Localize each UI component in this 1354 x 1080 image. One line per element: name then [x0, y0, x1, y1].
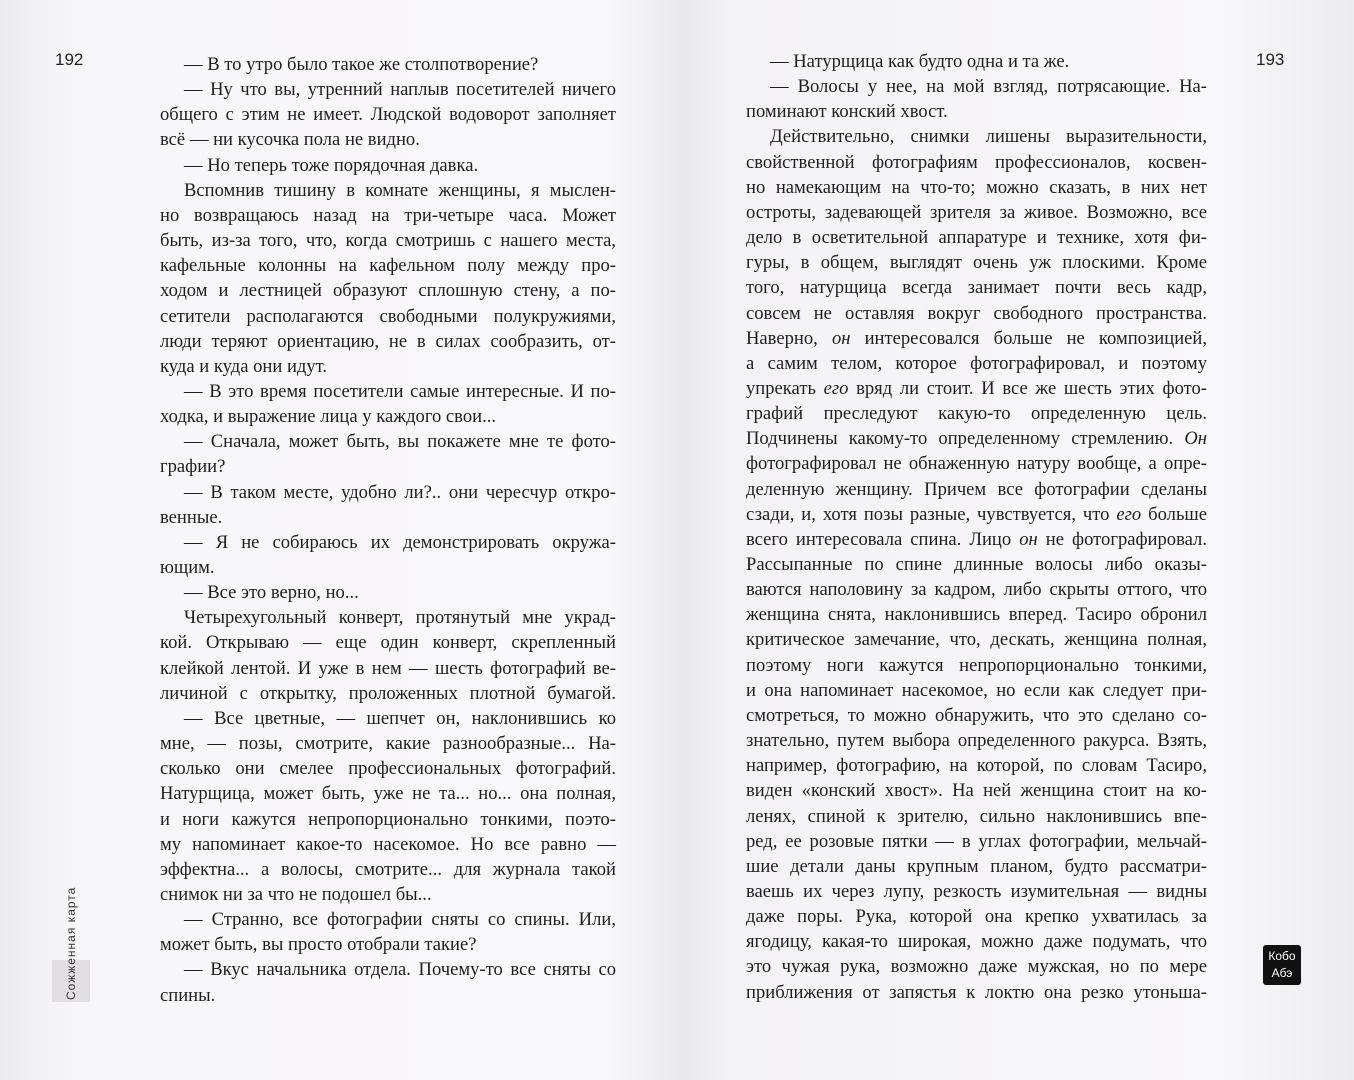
text-line: [746, 728, 1207, 753]
text-line: [746, 74, 1207, 99]
text-segment: ходка, и выражение лица у каждого свои...: [160, 406, 497, 428]
text-line: [746, 753, 1207, 778]
text-line: [160, 932, 616, 957]
text-segment: — Все цветные, — шепчет он, наклонившись ко: [184, 707, 616, 729]
text-segment: Подчинены какому-то определенному стремлению.: [746, 428, 1185, 450]
text-line: [160, 857, 616, 882]
text-line: [160, 379, 616, 404]
text-line: [746, 451, 1207, 476]
text-line: [746, 200, 1207, 225]
text-line: [160, 580, 616, 605]
text-line: [746, 854, 1207, 879]
text-line: [160, 203, 616, 228]
text-line: [160, 454, 616, 479]
text-segment: личиной с открытку, проложенных плотной бумагой.: [160, 682, 616, 704]
text-segment: куда и куда они идут.: [160, 355, 328, 377]
text-segment: — Вкус начальника отдела. Почему-то все сняты со: [184, 959, 616, 981]
text-line: [746, 351, 1207, 376]
text-segment: интересовался больше не композицией,: [850, 327, 1208, 349]
text-line: [746, 124, 1207, 149]
text-segment: сетители располагаются свободными полукружиями,: [160, 305, 616, 327]
text-segment: ред, ее розовые пятки — в углах фотографии, мельчай-: [746, 830, 1207, 852]
text-segment: ваешь их через лупу, резкость изумительная — видны: [746, 880, 1207, 902]
text-segment: упрекать: [746, 377, 824, 399]
text-segment: общего с этим не имеет. Людской водоворот заполняет: [160, 104, 616, 126]
text-segment: графии?: [160, 456, 226, 478]
text-line: [746, 602, 1207, 627]
text-segment: Вспомнив тишину в комнате женщины, я мыслен-: [184, 179, 616, 201]
text-segment: фотографировал не обнаженную натуру вообще, а опре-: [746, 453, 1207, 475]
text-line: [746, 49, 1207, 74]
text-segment: — Натурщица как будто одна и та же.: [770, 51, 1070, 72]
text-segment: — В это время посетители самые интересные. И по-: [184, 380, 616, 402]
text-segment: не фотографировал.: [1037, 528, 1207, 550]
text-segment: шие детали даны крупным планом, будто рассматри-: [746, 855, 1207, 877]
text-line: [746, 703, 1207, 728]
text-line: [746, 99, 1207, 124]
text-segment: — Но теперь тоже порядочная давка.: [184, 154, 479, 176]
text-line: [160, 228, 616, 253]
page-number-right: 193: [1256, 50, 1285, 69]
text-segment: — В то утро было такое же столпотворение?: [184, 54, 539, 75]
text-line: [746, 653, 1207, 678]
author-logo: [1263, 945, 1301, 985]
text-segment: — Сначала, может быть, вы покажете мне те фото-: [184, 431, 616, 453]
text-line: [160, 127, 616, 152]
text-line: [746, 401, 1207, 426]
text-line: [160, 983, 616, 1008]
text-line: [746, 376, 1207, 401]
text-line: [746, 577, 1207, 602]
text-segment: виден «конский хвост». На ней женщина стоит на ко-: [746, 780, 1207, 802]
text-segment: гуры, в общем, выглядят очень уж плоскими. Кроме: [746, 252, 1207, 274]
text-line: [160, 882, 616, 907]
text-line: [160, 781, 616, 806]
text-segment: а самим телом, которое фотографировал, и поэтому: [746, 352, 1207, 374]
text-line: [746, 778, 1207, 803]
text-segment: того, натурщица всегда занимает почти весь кадр,: [746, 277, 1207, 299]
text-line: [746, 879, 1207, 904]
page-number-left: 192: [55, 50, 84, 69]
text-segment: — Странно, все фотографии сняты со спины. Или,: [184, 909, 616, 931]
text-line: [746, 904, 1207, 929]
text-segment: снимок ни за что не подошел бы...: [160, 883, 432, 905]
text-line: [746, 527, 1207, 552]
text-line: [160, 404, 616, 429]
text-segment: и ноги кажутся непропорционально тонкими, поэто-: [160, 808, 616, 830]
text-line: [160, 656, 616, 681]
text-segment: но намекающим на что-то; можно сказать, в них нет: [746, 176, 1207, 198]
text-segment: это чужая рука, возможно даже мужская, но по мере: [746, 956, 1207, 978]
text-line: [746, 301, 1207, 326]
text-segment: всего интересовала спина. Лицо: [746, 528, 1020, 550]
logo-mark: Кобо Абэ: [1268, 949, 1296, 980]
text-segment: люди теряют ориентацию, не в силах сообразить, от-: [160, 330, 616, 352]
text-segment: быть, из-за того, что, когда смотришь с нашего места,: [160, 230, 616, 252]
text-segment: — Волосы у нее, на мой взгляд, потрясающие. На-: [770, 76, 1207, 98]
italic-text: он: [831, 327, 851, 349]
text-line: [746, 804, 1207, 829]
text-segment: и она напоминает насекомое, но если как следует при-: [746, 679, 1207, 701]
text-segment: остроты, задевающей зрителя за живое. Возможно, все: [746, 201, 1207, 223]
text-segment: Наверно,: [746, 327, 832, 349]
text-line: [746, 829, 1207, 854]
text-line: [160, 605, 616, 630]
text-segment: клейкой лентой. И уже в нем — шесть фотографий ве-: [160, 657, 616, 679]
text-segment: знательно, путем выбора определенного ракурса. Взять,: [746, 730, 1207, 752]
text-segment: приближения от запястья к локтю она резко утоньша-: [746, 981, 1207, 1003]
text-segment: может быть, вы просто отобрали такие?: [160, 934, 477, 956]
text-line: [160, 153, 616, 178]
text-line: [746, 627, 1207, 652]
italic-text: Он: [1184, 428, 1207, 450]
text-segment: женщина снята, наклонившись вперед. Тасиро обронил: [746, 604, 1207, 626]
text-segment: венные.: [160, 506, 223, 528]
text-segment: кой. Открываю — еще один конверт, скрепленный: [160, 632, 616, 654]
text-line: [746, 225, 1207, 250]
text-segment: Натурщица, может быть, уже не та... но... она полная,: [160, 783, 616, 805]
text-line: [160, 52, 616, 77]
text-segment: смотреться, то можно обнаружить, что это сделано со-: [746, 704, 1207, 726]
text-line: [160, 304, 616, 329]
text-line: [160, 253, 616, 278]
text-segment: поэтому ноги кажутся непропорционально тонкими,: [746, 654, 1207, 676]
text-line: [746, 552, 1207, 577]
text-segment: Действительно, снимки лишены выразительности,: [770, 126, 1207, 148]
text-segment: совсем не оставляя вокруг свободного пространства.: [746, 302, 1207, 324]
text-segment: — В таком месте, удобно ли?.. они чересчур откро-: [184, 481, 616, 503]
text-segment: ваются наполовину за кадром, либо скрыты оттого, что: [746, 579, 1207, 601]
text-line: [160, 429, 616, 454]
text-line: [160, 530, 616, 555]
text-line: [160, 957, 616, 982]
text-line: [160, 706, 616, 731]
text-line: [160, 77, 616, 102]
text-segment: вряд ли стоит. И все же шесть этих фото-: [848, 377, 1207, 399]
text-segment: — Я не собираюсь их демонстрировать окружа-: [184, 531, 616, 553]
text-line: [160, 731, 616, 756]
text-segment: ленях, спиной к зрителю, сильно наклонившись впе-: [746, 805, 1207, 827]
text-line: [160, 329, 616, 354]
text-line: [160, 505, 616, 530]
text-line: [746, 980, 1207, 1005]
text-segment: но возвращаюсь назад на три-четыре часа. Может: [160, 204, 616, 226]
text-line: [160, 907, 616, 932]
text-segment: ходом и лестницей образуют сплошную стену, а по-: [160, 280, 616, 302]
text-line: [160, 555, 616, 580]
text-line: [746, 275, 1207, 300]
text-segment: всё — ни кусочка пола не видно.: [160, 129, 420, 151]
text-line: [746, 477, 1207, 502]
text-line: [160, 630, 616, 655]
text-segment: спины.: [160, 984, 216, 1006]
text-line: [160, 480, 616, 505]
text-segment: Рассыпанные по спине длинные волосы либо оказы-: [746, 554, 1207, 575]
text-line: [160, 832, 616, 857]
text-line: [160, 807, 616, 832]
text-segment: больше: [1141, 503, 1207, 525]
text-line: [160, 278, 616, 303]
text-segment: например, фотографию, на которой, по словам Тасиро,: [746, 755, 1207, 777]
text-segment: деленную женщину. Причем все фотографии сделаны: [746, 478, 1207, 500]
text-line: [746, 326, 1207, 351]
text-segment: сколько они смелее профессиональных фотографий.: [160, 758, 616, 780]
text-segment: эффектна... а волосы, смотрите... для журнала такой: [160, 858, 616, 880]
text-line: [160, 102, 616, 127]
text-line: [160, 354, 616, 379]
text-line: [746, 502, 1207, 527]
text-line: [746, 426, 1207, 451]
text-line: [746, 678, 1207, 703]
text-segment: дело в осветительной аппаратуре и технике, хотя фи-: [746, 227, 1207, 249]
italic-text: он: [1019, 528, 1038, 550]
text-segment: сзади, и, хотя позы разные, чувствуется, что: [746, 503, 1117, 525]
text-segment: му напоминает какое-то насекомое. Но все равно —: [160, 833, 616, 855]
running-title: Сожженная карта: [64, 886, 78, 1000]
text-segment: ягодицу, какая-то широкая, можно даже подумать, что: [746, 931, 1207, 953]
text-segment: кафельные колонны на кафельном полу между про-: [160, 255, 616, 277]
text-segment: — Ну что вы, утренний наплыв посетителей ничего: [184, 79, 616, 101]
text-line: [746, 150, 1207, 175]
text-line: [746, 175, 1207, 200]
text-segment: Четырехугольный конверт, протянутый мне украд-: [184, 607, 616, 629]
text-segment: графий преследуют какую-то определенную цель.: [746, 403, 1207, 425]
text-line: [746, 250, 1207, 275]
text-segment: мне, — позы, смотрите, какие разнообразные... На-: [160, 733, 616, 755]
italic-text: его: [823, 377, 849, 399]
text-line: [746, 954, 1207, 979]
text-segment: — Все это верно, но...: [184, 582, 359, 604]
text-line: [160, 681, 616, 706]
italic-text: его: [1116, 503, 1142, 525]
text-segment: ющим.: [160, 557, 215, 578]
text-line: [160, 756, 616, 781]
text-segment: критическое замечание, что, дескать, женщина полная,: [746, 629, 1207, 651]
text-segment: поминают конский хвост.: [746, 101, 948, 123]
text-segment: даже поры. Рука, которой она крепко ухватилась за: [746, 906, 1207, 928]
text-line: [160, 178, 616, 203]
text-line: [746, 929, 1207, 954]
text-segment: свойственной фотографиям профессионалов, косвен-: [746, 151, 1207, 173]
